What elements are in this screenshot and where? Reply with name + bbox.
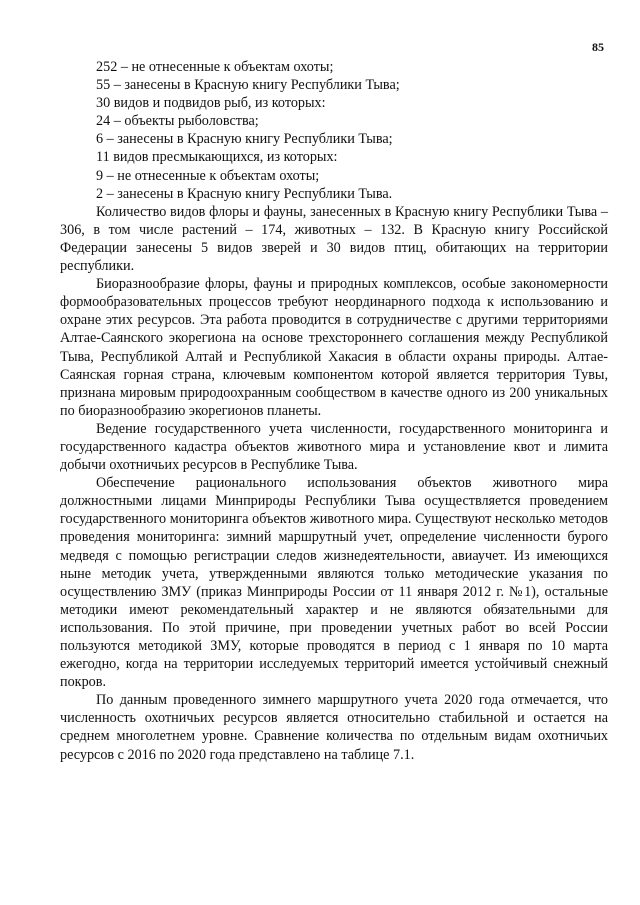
list-item: 2 – занесены в Красную книгу Республики Тыва. [96,185,393,202]
page-content [60,58,608,764]
paragraph: Ведение государственного учета численности, государственного мониторинга и государственного кадастра объектов животного мира и установление квот и лимита добычи охотничьих ресурсов в Республике Тыва. [60,420,608,474]
paragraph: Обеспечение рационального использования объектов животного мира должностными лицами Минприроды Республики Тыва осуществляется проведением государственного мониторинга объектов животного мира. Существуют несколько методов проведения мониторинга: зимний маршрутный учет, определение численности бурого медведя с помощью регистрации следов жизнедеятельности, авиаучет. Из имеющихся ныне методик учета, утвержденными являются только методические указания по осуществлению ЗМУ (приказ Минприроды России от 11 января 2012 г. №1), остальные методики имеют рекомендательный характер и не являются обязательными для использования. По этой причине, при проведении учетных работ во всей России пользуются методикой ЗМУ, которые проводятся в период с 1 января по 10 марта ежегодно, когда на территории исследуемых территорий имеется устойчивый снежный покров. [60,475,608,691]
paragraph: По данным проведенного зимнего маршрутного учета 2020 года отмечается, что численность охотничьих ресурсов является относительно стабильной и остается на среднем многолетнем уровне. Сравнение количества по отдельным видам охотничьих ресурсов с 2016 по 2020 года представлено на таблице 7.1. [60,692,608,763]
list-item: 24 – объекты рыболовства; [96,113,259,130]
paragraph: Биоразнообразие флоры, фауны и природных комплексов, особые закономерности формообразовательных процессов требуют неординарного подхода к использованию и охране этих ресурсов. Эта работа проводится в сотрудничестве с другими территориями Алтае-Саянского экорегиона на основе трехстороннего соглашения между Республикой Тыва, Республикой Алтай и Республикой Хакасия в области охраны природы. Алтае-Саянская горная страна, ключевым компонентом которой является территория Тувы, признана мировым природоохранным сообществом в качестве одного из 200 уникальных по биоразнообразию экорегионов планеты. [60,276,608,419]
page-number: 85 [592,40,604,54]
list-item: 6 – занесены в Красную книгу Республики Тыва; [96,131,393,148]
list-item: 11 видов пресмыкающихся, из которых: [96,149,338,166]
list-item: 9 – не отнесенные к объектам охоты; [96,167,320,184]
list-item: 252 – не отнесенные к объектам охоты; [96,59,334,75]
paragraph: Количество видов флоры и фауны, занесенных в Красную книгу Республики Тыва – 306, в том числе растений – 174, животных – 132. В Красную книгу Российской Федерации занесены 5 видов зверей и 30 видов птиц, обитающих на территории республики. [60,203,608,275]
list-item: 55 – занесены в Красную книгу Республики Тыва; [96,77,400,94]
list-item: 30 видов и подвидов рыб, из которых: [96,95,326,112]
